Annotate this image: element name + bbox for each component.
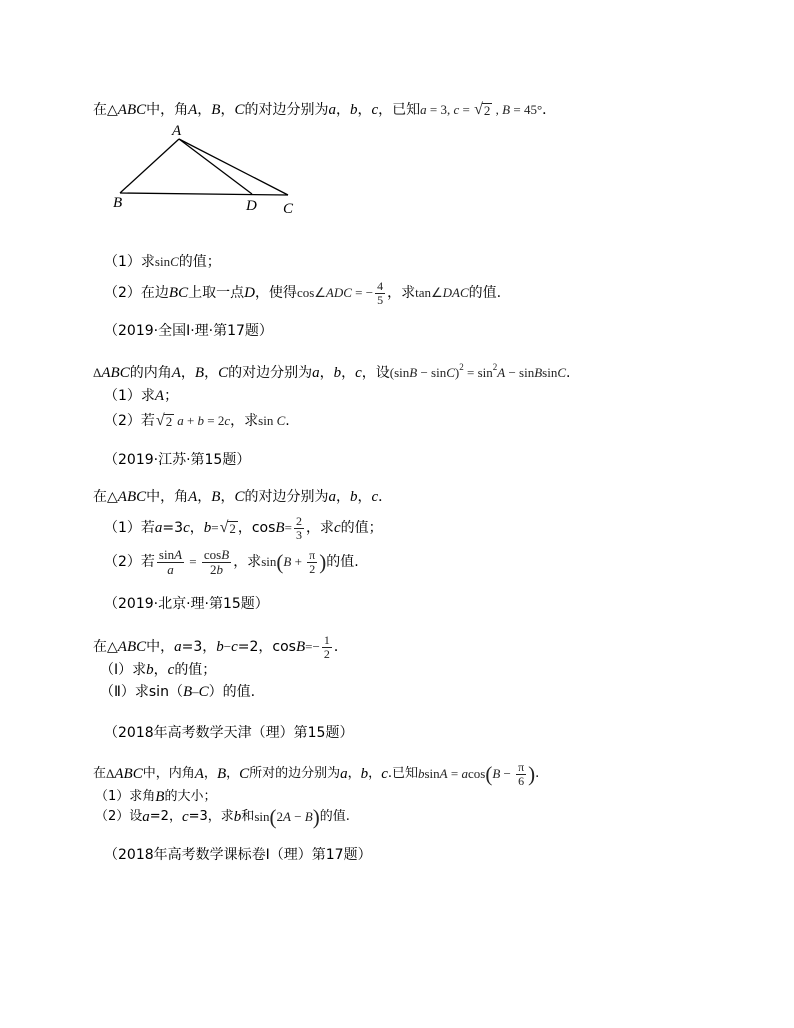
text-segment: ， <box>153 662 168 678</box>
formula-segment: ) <box>454 365 460 380</box>
text-segment: ， <box>180 365 195 381</box>
math-variable: BC <box>168 285 189 301</box>
formula-segment: , <box>492 102 503 117</box>
math-variable: b <box>197 413 205 428</box>
math-variable: C <box>557 365 567 380</box>
problem-2-source <box>104 451 250 469</box>
superscript: 2 <box>459 362 464 372</box>
math-variable: c <box>224 413 231 428</box>
text-segment: . <box>566 365 571 381</box>
formula-segment: Δ <box>106 766 115 781</box>
math-variable: c <box>333 520 341 536</box>
fraction <box>307 549 317 576</box>
triangle-figure <box>100 118 320 218</box>
math-variable: c <box>231 639 238 655</box>
text-segment: ， <box>220 489 235 505</box>
math-variable: ABC <box>114 766 143 782</box>
math-variable: B <box>283 554 292 569</box>
fraction-numerator <box>202 548 231 563</box>
formula-segment: cos <box>203 546 222 562</box>
text-segment: 的对边分别为 <box>244 102 329 118</box>
text-segment: 中，内角 <box>142 766 195 781</box>
parenthesis: ( <box>269 805 277 829</box>
parenthesis: ) <box>528 762 536 786</box>
vertex-label-b: B <box>113 195 123 211</box>
formula-segment: sin <box>158 546 175 562</box>
text-segment: ． <box>378 489 393 505</box>
radical-operand: 2 <box>229 520 236 536</box>
problem-5-question-1 <box>95 788 216 806</box>
math-variable: C <box>276 413 286 428</box>
math-variable: c <box>453 102 460 117</box>
math-variable: B <box>211 489 221 505</box>
math-variable: B <box>155 789 165 805</box>
math-variable: B <box>221 546 230 562</box>
fraction-numerator: π <box>309 547 316 562</box>
source-citation: （2018年高考数学课标卷Ⅰ（理）第17题） <box>104 847 372 863</box>
text-segment: （1）求 <box>104 254 155 270</box>
formula-segment: 2 <box>210 561 217 577</box>
math-variable: a <box>420 102 427 117</box>
math-variable: C <box>218 365 229 381</box>
math-variable: B <box>211 102 221 118</box>
parenthesis: ) <box>312 805 320 829</box>
source-citation: （2019·全国Ⅰ·理·第17题） <box>104 323 273 339</box>
math-variable: b <box>216 561 224 577</box>
problem-4-question-1 <box>100 661 216 679</box>
problem-5-question-2 <box>95 807 350 827</box>
text-segment: ，求 <box>230 413 259 429</box>
math-variable: A <box>282 809 291 824</box>
problem-4-question-2 <box>100 683 255 701</box>
text-segment: （Ⅰ）求 <box>100 662 147 678</box>
text-segment: =3 <box>162 520 184 536</box>
text-segment: ， <box>357 102 372 118</box>
problem-4-stem <box>93 632 348 662</box>
math-variable: DAC <box>442 285 469 300</box>
text-segment: 的对边分别为 <box>228 365 313 381</box>
math-variable: a <box>142 809 150 825</box>
math-variable: c <box>355 365 362 381</box>
formula-segment: − sin <box>417 365 447 380</box>
text-segment: ； <box>164 388 179 404</box>
text-segment: ， <box>204 365 219 381</box>
formula-segment: = <box>211 520 219 535</box>
formula-segment: − <box>290 809 305 824</box>
math-variable: B <box>194 365 205 381</box>
text-segment: 的内角 <box>129 365 172 381</box>
math-variable: C <box>198 684 209 700</box>
math-variable: A <box>194 766 204 782</box>
text-segment: ， <box>357 489 372 505</box>
math-variable: b <box>146 662 154 678</box>
problem-1-stem <box>93 101 556 119</box>
formula-segment: sin <box>542 365 558 380</box>
formula-segment: + <box>291 554 306 569</box>
text-segment: （2）若 <box>104 554 155 570</box>
point-label-d: D <box>246 198 257 214</box>
text-segment: （2）若 <box>104 413 155 429</box>
math-variable: a <box>177 413 184 428</box>
fraction-denominator <box>210 563 223 577</box>
formula-segment: 2 <box>276 809 283 824</box>
formula-segment: sin <box>258 413 277 428</box>
triangle-segment-ad <box>179 139 252 194</box>
radical-sign: √ <box>155 412 165 429</box>
text-segment: （1）求角 <box>95 789 156 804</box>
math-variable: c <box>181 809 189 825</box>
text-segment: ，cos <box>237 520 276 536</box>
problem-4-source <box>104 724 353 742</box>
math-variable: c <box>183 520 190 536</box>
radical-operand: 2 <box>483 102 491 118</box>
math-variable: C <box>234 489 245 505</box>
vertex-label-a: A <box>172 123 182 139</box>
formula-segment: = 2 <box>204 413 225 428</box>
math-variable: C <box>446 365 455 380</box>
text-segment: 的值. <box>468 285 502 301</box>
math-variable: b <box>360 766 369 782</box>
text-segment: ，求 <box>305 520 334 536</box>
math-variable: C <box>170 254 179 269</box>
parenthesis: ( <box>485 762 493 786</box>
math-variable: A <box>188 489 198 505</box>
radical-sign: √ <box>474 101 483 118</box>
text-segment: ， <box>335 489 350 505</box>
fraction <box>294 515 304 542</box>
formula-segment: = sin <box>463 365 493 380</box>
formula-segment: − <box>223 639 232 654</box>
math-variable: a <box>174 639 182 655</box>
formula-segment: = <box>459 102 474 117</box>
formula-segment: = <box>284 520 292 535</box>
text-segment: ，求 <box>233 554 262 570</box>
math-variable: a <box>154 520 163 536</box>
fraction <box>375 280 385 307</box>
text-segment: ， <box>189 520 204 536</box>
triangle-side-ac <box>179 139 288 195</box>
problem-1-question-1 <box>104 253 221 271</box>
text-segment: 在△ <box>93 489 118 505</box>
math-variable: B <box>275 520 285 536</box>
fraction-numerator: 1 <box>323 632 330 647</box>
problem-5-stem <box>93 760 539 788</box>
math-variable: A <box>439 766 448 781</box>
formula-segment: = <box>305 639 313 654</box>
text-segment: （1）求 <box>104 388 155 404</box>
text-segment: ，已知 <box>378 102 421 118</box>
formula-segment: sin <box>254 809 270 824</box>
fraction-numerator: π <box>518 759 525 774</box>
fraction-denominator: 6 <box>518 773 525 788</box>
math-variable: b <box>349 489 358 505</box>
text-segment: 和 <box>241 809 255 824</box>
formula-segment: (sin <box>389 365 410 380</box>
text-segment: 中， <box>146 639 175 655</box>
text-segment: 的值； <box>178 254 221 270</box>
fraction <box>516 761 526 788</box>
vertex-label-c: C <box>283 201 294 217</box>
formula-segment: − sin <box>505 365 535 380</box>
math-variable: ABC <box>101 365 130 381</box>
formula-segment: sin <box>261 554 277 569</box>
text-segment: ，设 <box>361 365 390 381</box>
text-segment: 的大小； <box>164 789 217 804</box>
text-segment: ， <box>220 102 235 118</box>
source-citation: （2019·江苏·第15题） <box>104 452 251 468</box>
text-segment: 的值. <box>319 809 350 824</box>
formula-segment: cos∠ <box>296 285 326 300</box>
math-variable: B <box>182 684 193 700</box>
math-variable: c <box>371 102 379 118</box>
text-segment: ）的值. <box>208 684 256 700</box>
text-segment: （Ⅱ）求sin（ <box>100 684 183 700</box>
text-segment: ， <box>347 766 361 781</box>
math-variable: C <box>234 102 245 118</box>
formula-segment: = <box>186 554 200 569</box>
fraction-denominator: 5 <box>377 292 384 307</box>
text-segment: 的值. <box>326 554 359 570</box>
problem-3-stem <box>93 488 392 506</box>
math-variable: B <box>409 365 418 380</box>
text-segment: =3， <box>181 639 217 655</box>
fraction-numerator: 2 <box>295 513 302 528</box>
text-segment: ， <box>368 766 382 781</box>
math-variable: c <box>167 662 175 678</box>
formula-segment: = <box>447 766 462 781</box>
math-variable: A <box>174 546 183 562</box>
problem-2-question-1 <box>104 387 178 405</box>
fraction-denominator: 2 <box>323 646 330 661</box>
formula-segment: + <box>183 413 198 428</box>
math-variable: A <box>154 388 165 404</box>
problem-2-stem <box>93 364 570 382</box>
text-segment: 在△ <box>93 102 118 118</box>
text-segment: 在△ <box>93 639 118 655</box>
text-segment: （2）在边 <box>104 285 169 301</box>
triangle-side-ab <box>120 139 179 193</box>
text-segment: . <box>285 413 290 429</box>
math-variable: A <box>171 365 181 381</box>
math-variable: b <box>216 639 224 655</box>
math-variable: a <box>461 766 468 781</box>
source-citation: （2019·北京·理·第15题） <box>104 596 269 612</box>
math-variable: B <box>216 766 227 782</box>
text-segment: .已知 <box>387 766 418 781</box>
formula-segment: − <box>312 639 320 654</box>
math-variable: b <box>333 365 342 381</box>
formula-segment: − <box>500 766 515 781</box>
math-variable: b <box>418 766 425 781</box>
text-segment: 在 <box>93 766 107 781</box>
problem-3-question-2 <box>104 547 359 577</box>
text-segment: （1）若 <box>104 520 155 536</box>
triangle-side-bc <box>120 193 288 195</box>
fraction <box>322 634 332 661</box>
math-variable: B <box>534 365 543 380</box>
text-segment: ， <box>197 102 212 118</box>
text-segment: 上取一点 <box>188 285 245 301</box>
math-variable: ADC <box>325 285 352 300</box>
text-segment: ，使得 <box>254 285 297 301</box>
text-segment: ， <box>341 365 356 381</box>
text-segment: ，求 <box>387 285 416 301</box>
math-variable: C <box>239 766 250 782</box>
math-variable: a <box>312 365 320 381</box>
text-segment: ， <box>197 489 212 505</box>
text-segment: 中，角 <box>146 489 189 505</box>
math-variable: b <box>349 102 358 118</box>
text-segment: 所对的边分别为 <box>249 766 341 781</box>
formula-segment: sin <box>154 254 171 269</box>
text-segment: ， <box>319 365 334 381</box>
parenthesis: ) <box>319 550 327 574</box>
text-segment: ． <box>542 102 557 118</box>
formula-segment: Δ <box>93 365 102 380</box>
text-segment: 中，角 <box>146 102 189 118</box>
problem-1-question-2 <box>104 278 501 308</box>
math-variable: B <box>304 809 313 824</box>
formula-segment: tan∠ <box>415 285 443 300</box>
text-segment: 的对边分别为 <box>244 489 329 505</box>
problem-1-source <box>104 322 273 340</box>
math-variable: B <box>295 639 306 655</box>
text-segment: ， <box>335 102 350 118</box>
parenthesis: ( <box>276 550 284 574</box>
math-variable: a <box>340 766 348 782</box>
problem-2-question-2 <box>104 412 290 430</box>
text-segment: ． <box>333 639 348 655</box>
formula-segment: – <box>192 684 199 699</box>
fraction-numerator: 4 <box>377 278 384 293</box>
text-segment: =2，cos <box>237 639 296 655</box>
formula-segment: = 3, <box>426 102 454 117</box>
radical-sign: √ <box>219 519 229 536</box>
formula-segment: = 45° <box>510 102 543 117</box>
math-variable: a <box>328 489 336 505</box>
fraction-numerator <box>157 548 184 563</box>
math-variable: a <box>167 561 174 577</box>
fraction <box>157 548 184 577</box>
math-variable: A <box>188 102 198 118</box>
text-segment: 的值； <box>340 520 383 536</box>
fraction-denominator: 2 <box>309 561 316 576</box>
text-segment: （2）设 <box>95 809 143 824</box>
text-segment: =3，求 <box>188 809 234 824</box>
fraction <box>202 548 231 577</box>
formula-segment: = − <box>351 285 374 300</box>
math-variable: b <box>233 809 242 825</box>
math-variable: B <box>502 102 511 117</box>
text-segment: ， <box>226 766 240 781</box>
text-segment: . <box>535 766 540 781</box>
math-variable: A <box>497 365 506 380</box>
math-variable: b <box>203 520 212 536</box>
superscript: 2 <box>492 362 498 372</box>
math-variable: ABC <box>117 639 147 655</box>
math-variable: ABC <box>117 102 147 118</box>
math-variable: B <box>492 766 501 781</box>
fraction-denominator <box>167 563 174 577</box>
math-variable: ABC <box>117 489 147 505</box>
problem-5-source <box>104 846 372 864</box>
text-segment: ， <box>203 766 217 781</box>
math-variable: c <box>381 766 388 782</box>
source-citation: （2018年高考数学天津（理）第15题） <box>104 725 354 741</box>
text-segment: 的值； <box>174 662 217 678</box>
fraction-denominator: 3 <box>295 527 302 542</box>
text-segment: =2， <box>149 809 182 824</box>
math-variable: D <box>244 285 255 301</box>
problem-3-source <box>104 595 269 613</box>
formula-segment: cos <box>467 766 486 781</box>
problem-3-question-1 <box>104 513 383 543</box>
math-variable: c <box>371 489 379 505</box>
formula-segment: sin <box>424 766 440 781</box>
radical-operand: 2 <box>165 413 173 429</box>
math-variable: a <box>328 102 336 118</box>
